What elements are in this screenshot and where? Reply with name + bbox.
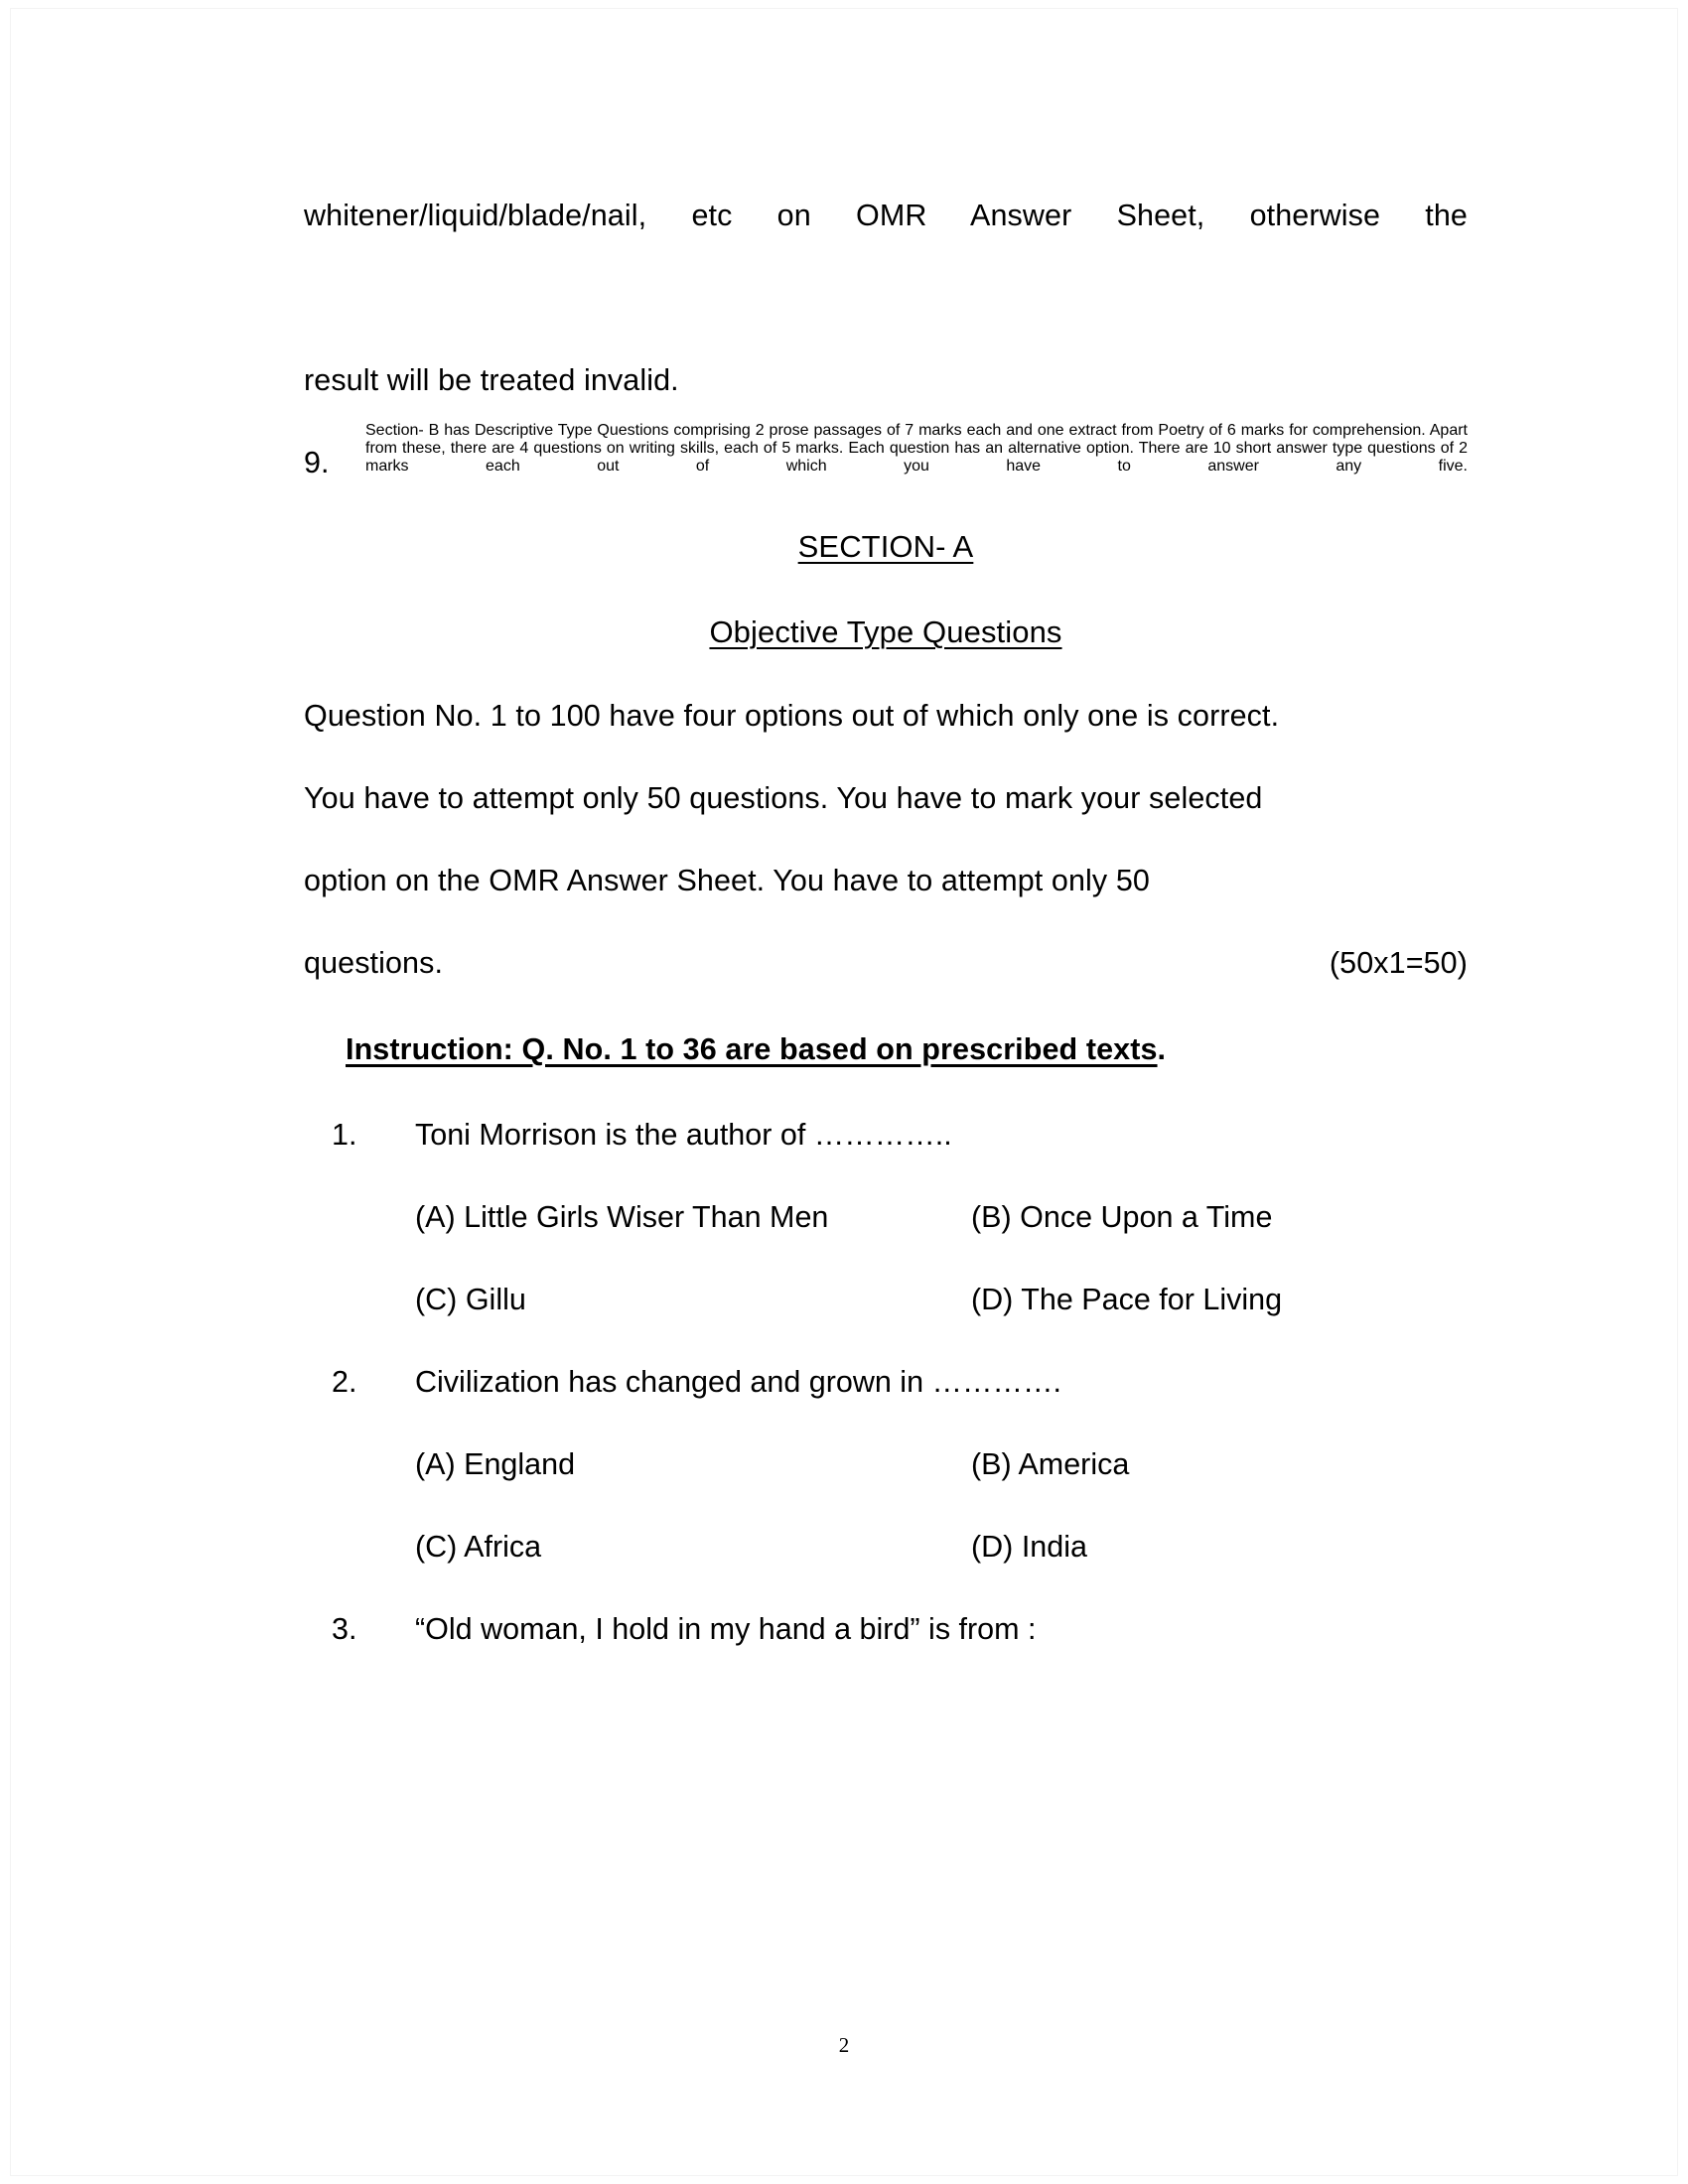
question-1-text: Toni Morrison is the author of ………….. (415, 1118, 952, 1152)
instruction-continuation-line-2: result will be treated invalid. (304, 363, 679, 397)
question-1 (304, 1094, 1468, 1341)
objective-type-questions-heading-text: Objective Type Questions (709, 614, 1062, 649)
objective-note-line-3: option on the OMR Answer Sheet. You have to attempt only 50 (304, 864, 1150, 897)
question-2-option-c[interactable]: (C) Africa (415, 1530, 542, 1564)
question-3-text: “Old woman, I hold in my hand a bird” is from : (415, 1612, 1037, 1646)
question-1-option-a[interactable]: (A) Little Girls Wiser Than Men (415, 1200, 829, 1234)
question-1-option-b[interactable]: (B) Once Upon a Time (971, 1200, 1273, 1234)
instruction-item-9-number: 9. (304, 446, 330, 479)
question-2-option-d[interactable]: (D) India (971, 1530, 1087, 1564)
question-2-option-b[interactable]: (B) America (971, 1447, 1130, 1481)
question-1-stem-row (304, 1094, 1468, 1176)
section-a-heading-text: SECTION- A (797, 529, 974, 564)
scanned-sheet (10, 8, 1678, 2176)
question-3-number: 3. (332, 1612, 357, 1646)
question-1-number: 1. (332, 1118, 357, 1152)
question-1-option-c[interactable]: (C) Gillu (415, 1283, 526, 1316)
page-content (304, 175, 1468, 1671)
question-2-text: Civilization has changed and grown in …………. (415, 1365, 1061, 1399)
question-1-options-row-2 (304, 1259, 1468, 1341)
question-2-options-row-2 (304, 1506, 1468, 1588)
instruction-item-9 (304, 422, 1468, 504)
objective-note-line-1: Question No. 1 to 100 have four options out of which only one is correct. (304, 699, 1280, 733)
prescribed-texts-instruction-period: . (1157, 1032, 1167, 1066)
objective-note-line-2: You have to attempt only 50 questions. You have to mark your selected (304, 781, 1263, 815)
question-2 (304, 1341, 1468, 1588)
objective-note-line-4-with-marks (304, 922, 1468, 1005)
question-2-number: 2. (332, 1365, 357, 1399)
page-number: 2 (838, 2033, 850, 2057)
prescribed-texts-instruction-text: Instruction: Q. No. 1 to 36 are based on prescribed texts (346, 1032, 1158, 1066)
question-1-options-row-1 (304, 1176, 1468, 1259)
instruction-item-9-text: Section- B has Descriptive Type Questions comprising 2 prose passages of 7 marks each and one extract from Poetry of 6 marks for comprehension. Apart from these, there are 4 questions on writing skills, each of 5 marks. Each question has an alternative option. There are 10 short answer type questions of 2 marks each out of which you have to answer any five. (365, 422, 1468, 475)
question-3-stem-row (304, 1588, 1468, 1671)
prescribed-texts-instruction (304, 1005, 1468, 1094)
question-3 (304, 1588, 1468, 1671)
question-2-options-row-1 (304, 1424, 1468, 1506)
total-marks-label: (50x1=50) (1329, 946, 1468, 980)
objective-type-questions-heading (304, 590, 1468, 675)
question-2-option-a[interactable]: (A) England (415, 1447, 576, 1481)
question-2-stem-row (304, 1341, 1468, 1424)
objective-note-line-4: questions. (304, 946, 444, 980)
section-a-heading (304, 504, 1468, 590)
instruction-continuation-line-1: whitener/liquid/blade/nail, etc on OMR Answer Sheet, otherwise the (304, 199, 1468, 232)
question-1-option-d[interactable]: (D) The Pace for Living (971, 1283, 1283, 1316)
